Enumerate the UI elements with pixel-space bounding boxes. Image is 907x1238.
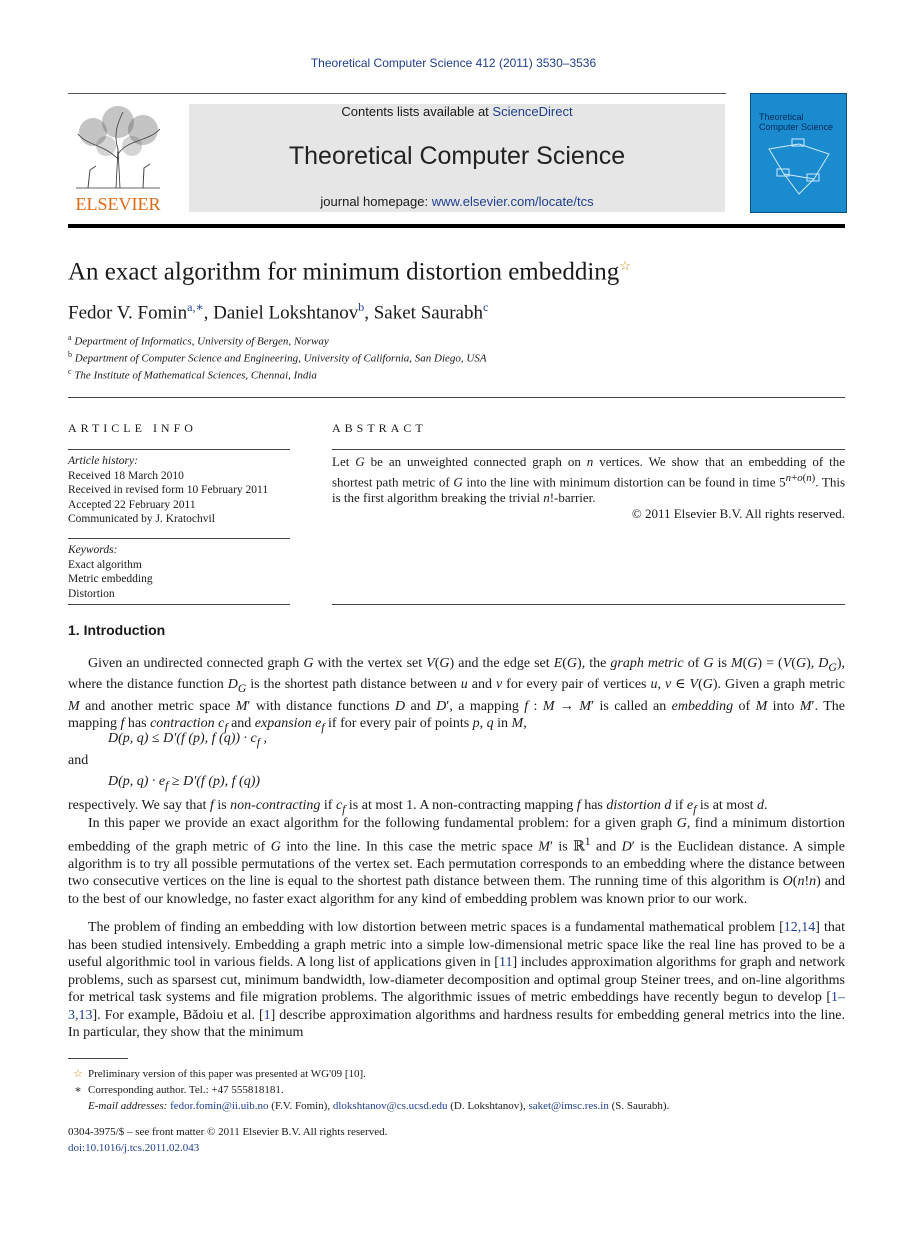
homepage-link[interactable]: www.elsevier.com/locate/tcs	[431, 194, 594, 209]
equation: D(p, $q) \cdot e_f \ge D'(f$ (p), f (q))	[108, 774, 261, 792]
affiliation: $^b$ Department of Computer Science and Engineering, University of California, San Diego, USA	[68, 350, 487, 365]
author-affil-mark[interactable]: a,∗	[187, 300, 204, 314]
body-paragraph: respectively. We say that f is non-contracting if $c_f$ is at most 1. A non-contracting mapping f has distortion d if $e_f$ is at most d.	[68, 798, 768, 816]
journal-header	[189, 104, 725, 212]
article-info-heading: ARTICLE INFO	[68, 421, 197, 435]
abstract-body	[332, 454, 845, 522]
doi-link[interactable]: doi:10.1016/j.tcs.2011.02.043	[68, 1142, 200, 1154]
divider	[332, 604, 845, 605]
abstract-heading: ABSTRACT	[332, 421, 427, 435]
section-heading: 1. Introduction	[68, 622, 166, 638]
divider	[68, 397, 845, 398]
publisher-name: ELSEVIER	[75, 194, 161, 214]
article-history: Article history: Received 18 March 2010 Received in revised form 10 February 2011 Accepted 22 February 2011 Communicated by J. Kratochvil	[68, 455, 269, 525]
divider	[68, 449, 290, 450]
affiliation: $^c$ The Institute of Mathematical Sciences, Chennai, India	[68, 367, 317, 382]
author-name: Fedor V. Fomin	[68, 302, 188, 324]
cover-diagram-icon	[759, 134, 839, 206]
author-name: Daniel Lokshtanov	[213, 302, 359, 324]
equation: D(p, q) ≤ D′(f (p), f $(q)) \cdot c_f$ ,	[108, 731, 268, 749]
divider	[332, 449, 845, 450]
sciencedirect-link[interactable]: ScienceDirect	[492, 104, 573, 119]
footnote: ☆ Preliminary version of this paper was presented at WG'09 [10]. ∗ Corresponding author. Tel.: +47 555818181. E-mail addresses: fedor.fomin@ii.uib.no (F.V. Fomin), dlokshtanov@cs.ucsd.edu (D. Lokshtanov), saket@imsc.res.in (S. Saurabh).	[73, 1068, 670, 1112]
body-paragraph: Given an undirected connected graph G with the vertex set V(G) and the edge set E(G), the graph metric of G is M(G) = (V(G), $D_G$), where the distance function $D_G$ is the shortest path distance between u and v for every pair of vertices u, v ∈ V(G). Given a graph metric M and another metric space M′ with distance functions D and D′, a mapping f : M → M′ is called an embedding of M into M′. The mapping f has contraction $c_f$ and expansion $e_f$ if for every pair of points p, q in M,	[68, 656, 846, 734]
divider	[68, 538, 290, 539]
journal-citation-link[interactable]: Theoretical Computer Science 412 (2011) 3530–3536	[310, 56, 597, 70]
journal-title: Theoretical Computer Science	[288, 142, 626, 170]
author-affil-mark[interactable]: c	[482, 300, 489, 314]
header-thick-rule	[68, 224, 845, 228]
front-matter: 0304-3975/$ – see front matter © 2011 Elsevier B.V. All rights reserved.	[68, 1126, 388, 1138]
cover-title-1: Theoretical	[759, 112, 804, 122]
author-name: Saket Saurabh	[373, 302, 483, 324]
abstract-text: Let G be an unweighted connected graph on n vertices. We show that an embedding of the shortest path metric of G into the line with minimum distortion can be found in time $5^{n+o(n)}$. This is the first algorithm breaking the trivial n!-barrier.	[332, 454, 846, 506]
cover-title-2: Computer Science	[759, 122, 834, 132]
affiliation: $^a$ Department of Informatics, University of Bergen, Norway	[68, 333, 329, 348]
body-text: and	[68, 753, 89, 768]
divider	[68, 604, 290, 605]
email-link[interactable]: dlokshtanov@cs.ucsd.edu	[332, 1100, 448, 1112]
body-paragraph: The problem of finding an embedding with low distortion between metric spaces is a fundamental mathematical problem [12,14] that has been studied intensively. Embedding a graph metric into a simple low-dimensional metric space like the real line has proved to be a useful algorithmic tool in various fields. A long list of applications given in [11] includes approximation algorithms for graph and network problems, such as sparsest cut, minimum bandwidth, low-diameter decomposition and optimal group Steiner trees, and on-line algorithms for metrical task systems and file migration problems. The algorithmic issues of metric embeddings have recently begun to develop [1–3,13]. For example, Bădoiu et al. [1] describe approximation algorithms and hardness results for embedding general metrics into the line. In particular, they show that the minimum	[68, 920, 846, 1040]
header-rule	[68, 93, 726, 94]
paper-title: An exact algorithm for minimum distortion embedding☆	[68, 258, 631, 286]
email-link[interactable]: fedor.fomin@ii.uib.no	[170, 1100, 269, 1112]
author-affil-mark[interactable]: b	[358, 300, 365, 314]
elsevier-logo	[68, 104, 168, 214]
contents-line: Contents lists available at ScienceDirect	[341, 104, 573, 119]
keywords: Keywords: Exact algorithm Metric embedding Distortion	[68, 544, 153, 600]
email-link[interactable]: saket@imsc.res.in	[528, 1100, 609, 1112]
body-paragraph: In this paper we provide an exact algorithm for the following fundamental problem: for a given graph G, find a minimum distortion embedding of the graph metric of G into the line. In this case the metric space M′ is ℝ$^1$ and D′ is the Euclidean distance. A simple algorithm is to try all possible permutations of the vertex set. Each permutation corresponds to an embedding where the distance between two consecutive vertices on the line is equal to the shortest path distance between them. The running time of this algorithm is O(n!n) and to the best of our knowledge, no faster exact algorithm for any kind of embedding problem was known prior to our work.	[68, 816, 846, 907]
footnote-rule	[68, 1058, 128, 1059]
author-list: Fedor V. Fomin$^{a,∗}$, Daniel Lokshtanov$^b$, Saket Saurabh$^c$	[68, 300, 489, 324]
abstract-copyright: © 2011 Elsevier B.V. All rights reserved.	[631, 506, 845, 522]
journal-cover[interactable]	[750, 93, 847, 213]
homepage-line: journal homepage: www.elsevier.com/locate/tcs	[320, 194, 594, 209]
title-footnote-mark[interactable]: ☆	[619, 258, 631, 273]
